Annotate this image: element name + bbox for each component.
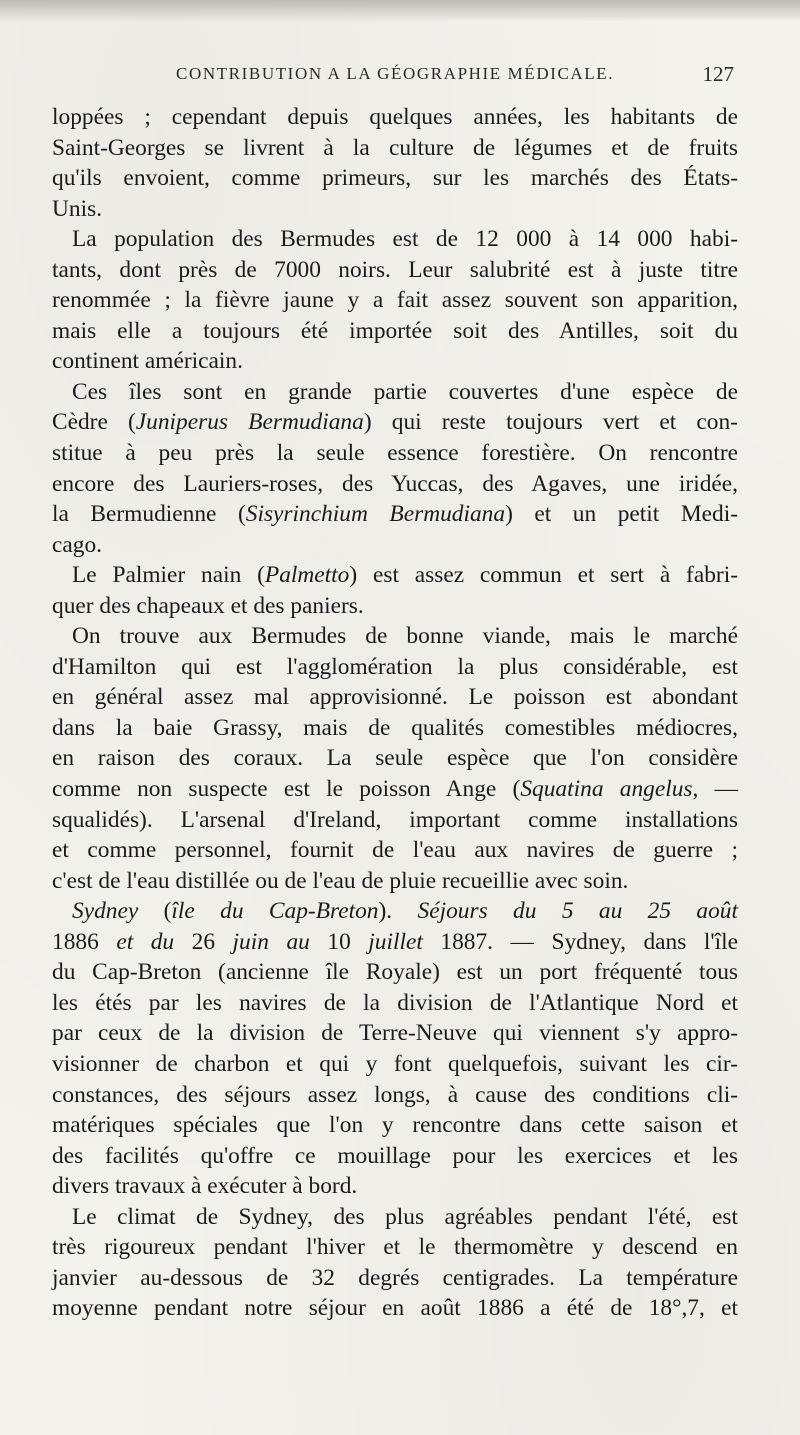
text-segment: (	[138, 898, 172, 925]
text-line	[52, 621, 738, 652]
text-segment: On trouve aux Bermudes de bonne viande, mais le marché	[72, 623, 738, 650]
italic-text: Séjours du 5 au 25 août	[417, 898, 738, 925]
text-line	[52, 102, 738, 133]
italic-text: Sisyrinchium Bermudiana	[245, 501, 506, 528]
text-line	[52, 438, 738, 469]
text-line	[52, 1110, 738, 1141]
text-line	[52, 896, 738, 927]
text-line	[52, 1018, 738, 1049]
text-segment: 1887. — Sydney, dans l'île	[422, 928, 738, 955]
text-segment: mais elle a toujours été importée soit des Antilles, soit du	[52, 317, 738, 344]
text-line	[52, 591, 738, 622]
text-segment: cago.	[52, 531, 103, 558]
text-segment: en général assez mal approvisionné. Le poisson est abondant	[52, 684, 738, 711]
italic-text: juillet	[368, 928, 423, 955]
text-line	[52, 1171, 738, 1202]
text-segment: continent américain.	[52, 348, 243, 375]
text-segment: squalidés). L'arsenal d'Ireland, important comme installations	[52, 806, 738, 833]
text-segment: Unis.	[52, 195, 103, 222]
text-segment: Saint-Georges se livrent à la culture de légumes et de fruits	[52, 134, 738, 161]
italic-text: Sydney	[72, 898, 139, 925]
text-segment: Cèdre (	[52, 409, 136, 436]
italic-text: île du Cap-Breton	[171, 898, 379, 925]
text-line	[52, 805, 738, 836]
text-segment: des facilités qu'offre ce mouillage pour les exercices et les	[52, 1142, 738, 1169]
text-line	[52, 1202, 738, 1233]
text-line	[52, 407, 738, 438]
text-line	[52, 774, 738, 805]
text-line	[52, 1263, 738, 1294]
text-segment: 10	[309, 928, 369, 955]
text-line	[52, 377, 738, 408]
text-segment: 1886	[52, 928, 117, 955]
text-segment: qu'ils envoient, comme primeurs, sur les marchés des États-	[52, 165, 738, 192]
text-line	[52, 499, 738, 530]
text-line	[52, 469, 738, 500]
italic-text: juin au	[232, 928, 310, 955]
page-number: 127	[702, 62, 734, 86]
text-segment: divers travaux à exécuter à bord.	[52, 1173, 358, 1200]
text-segment: et comme personnel, fournit de l'eau aux navires de guerre ;	[52, 837, 738, 864]
text-segment: janvier au-dessous de 32 degrés centigrades. La température	[52, 1264, 738, 1291]
text-line	[52, 163, 738, 194]
text-segment: loppées ; cependant depuis quelques années, les habitants de	[52, 104, 738, 130]
text-segment: encore des Lauriers-roses, des Yuccas, des Agaves, une iridée,	[52, 470, 738, 497]
text-segment: Le climat de Sydney, des plus agréables pendant l'été, est	[72, 1203, 738, 1230]
text-line	[52, 988, 738, 1019]
text-line	[52, 652, 738, 683]
text-segment: ) et un petit Medi-	[505, 501, 738, 528]
text-line	[52, 835, 738, 866]
italic-text: Juniperus Bermudiana	[135, 409, 364, 436]
text-line	[52, 194, 738, 225]
scan-edge-shadow	[0, 0, 800, 22]
text-segment: La population des Bermudes est de 12 000 à 14 000 habi-	[72, 226, 738, 253]
text-segment: ) est assez commun et sert à fabri-	[349, 562, 738, 589]
text-segment: comme non suspecte est le poisson Ange (	[52, 776, 521, 803]
text-segment: moyenne pendant notre séjour en août 1886 a été de 18°,7, et	[52, 1295, 738, 1322]
text-line	[52, 255, 738, 286]
text-segment: très rigoureux pendant l'hiver et le thermomètre y descend en	[52, 1234, 738, 1261]
text-segment: la Bermudienne (	[52, 501, 246, 528]
text-segment: matériques spéciales que l'on y rencontre dans cette saison et	[52, 1112, 738, 1139]
text-line	[52, 560, 738, 591]
text-segment: visionner de charbon et qui y font quelquefois, suivant les cir-	[52, 1050, 738, 1077]
running-header	[50, 60, 740, 90]
text-segment: Le Palmier nain (	[72, 562, 265, 589]
text-segment: d'Hamilton qui est l'agglomération la plus considérable, est	[52, 653, 738, 680]
text-line	[52, 1293, 738, 1324]
body-text	[52, 102, 738, 1324]
text-segment: stitue à peu près la seule essence forestière. On rencontre	[52, 440, 738, 467]
text-segment: renommée ; la fièvre jaune y a fait assez souvent son apparition,	[52, 287, 738, 314]
text-segment: ).	[378, 898, 418, 925]
text-line	[52, 133, 738, 164]
text-line	[52, 957, 738, 988]
text-segment: constances, des séjours assez longs, à cause des conditions cli-	[52, 1081, 738, 1108]
text-segment: les étés par les navires de la division de l'Atlantique Nord et	[52, 989, 738, 1016]
italic-text: et du	[116, 928, 175, 955]
text-line	[52, 866, 738, 897]
text-line	[52, 224, 738, 255]
italic-text: Squatina angelus	[520, 776, 693, 803]
text-line	[52, 1141, 738, 1172]
text-line	[52, 682, 738, 713]
text-segment: en raison des coraux. La seule espèce que l'on considère	[52, 745, 738, 772]
italic-text: Palmetto	[264, 562, 350, 589]
text-line	[52, 1080, 738, 1111]
text-segment: , —	[692, 776, 738, 803]
text-segment: ) qui reste toujours vert et con-	[363, 409, 738, 436]
text-line	[52, 927, 738, 958]
text-line	[52, 743, 738, 774]
text-segment: dans la baie Grassy, mais de qualités comestibles médiocres,	[52, 714, 738, 741]
text-line	[52, 530, 738, 561]
running-title: CONTRIBUTION A LA GÉOGRAPHIE MÉDICALE.	[176, 64, 615, 83]
text-segment: du Cap-Breton (ancienne île Royale) est un port fréquenté tous	[52, 959, 738, 986]
text-line	[52, 346, 738, 377]
text-segment: Ces îles sont en grande partie couvertes d'une espèce de	[72, 378, 738, 405]
text-segment: c'est de l'eau distillée ou de l'eau de pluie recueillie avec soin.	[52, 867, 629, 894]
text-segment: 26	[174, 928, 233, 955]
text-line	[52, 1232, 738, 1263]
text-segment: par ceux de la division de Terre-Neuve qui viennent s'y appro-	[52, 1020, 738, 1047]
text-line	[52, 1049, 738, 1080]
text-segment: quer des chapeaux et des paniers.	[52, 592, 364, 619]
text-line	[52, 713, 738, 744]
text-line	[52, 285, 738, 316]
text-line	[52, 316, 738, 347]
text-segment: tants, dont près de 7000 noirs. Leur salubrité est à juste titre	[52, 256, 738, 283]
